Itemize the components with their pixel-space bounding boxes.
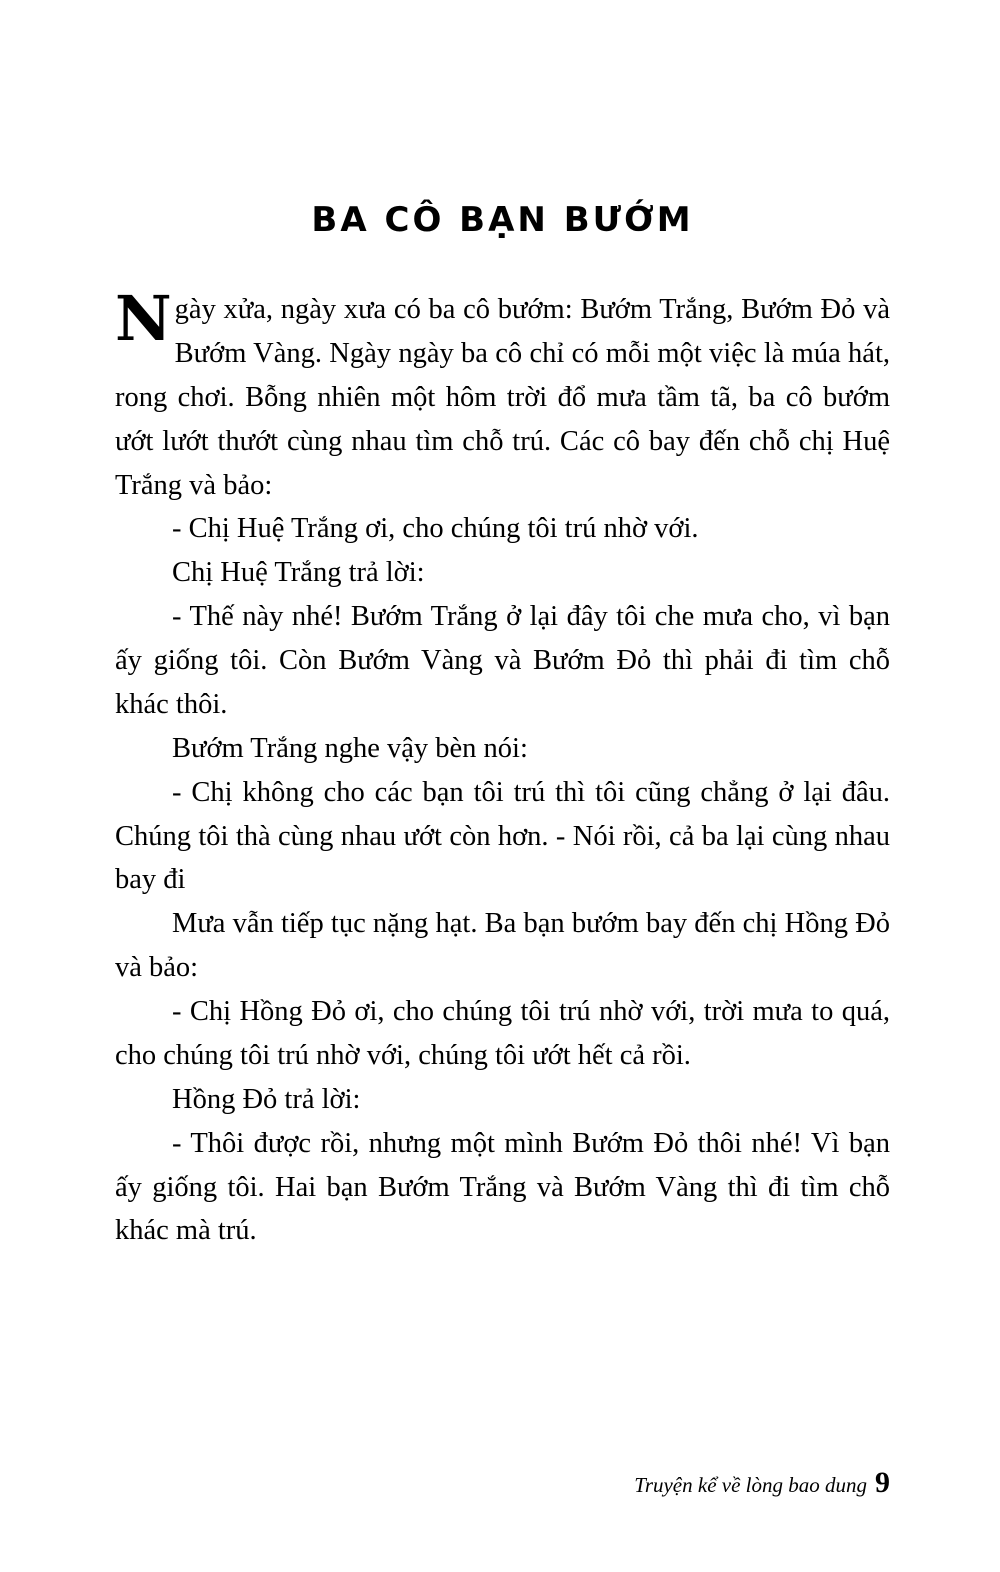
page-footer <box>634 1466 890 1500</box>
drop-cap: N <box>115 282 172 355</box>
paragraph-6: - Chị không cho các bạn tôi trú thì tôi cũng chẳng ở lại đâu. Chúng tôi thà cùng nhau ướt còn hơn. - Nói rồi, cả ba lại cùng nhau bay đi <box>115 776 890 896</box>
paragraph-2: - Chị Huệ Trắng ơi, cho chúng tôi trú nhờ với. <box>172 513 699 545</box>
paragraph-4: - Thế này nhé! Bướm Trắng ở lại đây tôi che mưa cho, vì bạn ấy giống tôi. Còn Bướm Vàng và Bướm Đỏ thì phải đi tìm chỗ khác thôi. <box>115 601 890 720</box>
paragraph-text: gày xửa, ngày xưa có ba cô bướm: Bướm Trắng, Bướm Đỏ và Bướm Vàng. Ngày ngày ba cô chỉ có mỗi một việc là múa hát, rong chơi. Bỗng nhiên một hôm trời đổ mưa tầm tã, ba cô bướm ướt lướt thướt cùng nhau tìm chỗ trú. Các cô bay đến chỗ chị Huệ Trắng và bảo: <box>115 294 890 501</box>
footer-book-title: Truyện kể về lòng bao dung <box>634 1473 867 1497</box>
paragraph-9: Hồng Đỏ trả lời: <box>172 1083 361 1115</box>
paragraph-8: - Chị Hồng Đỏ ơi, cho chúng tôi trú nhờ với, trời mưa to quá, cho chúng tôi trú nhờ với, chúng tôi ướt hết cả rồi. <box>115 996 890 1071</box>
story-body <box>115 282 890 1253</box>
footer-page-number: 9 <box>875 1466 890 1499</box>
paragraph-7: Mưa vẫn tiếp tục nặng hạt. Ba bạn bướm bay đến chị Hồng Đỏ và bảo: <box>115 908 890 984</box>
page-title: BA CÔ BẠN BƯỚM <box>311 200 694 240</box>
paragraph-10: - Thôi được rồi, nhưng một mình Bướm Đỏ thôi nhé! Vì bạn ấy giống tôi. Hai bạn Bướm Trắng và Bướm Vàng thì đi tìm chỗ khác mà trú. <box>115 1127 890 1247</box>
paragraph-1 <box>115 282 890 507</box>
paragraph-3: Chị Huệ Trắng trả lời: <box>172 557 425 589</box>
paragraph-5: Bướm Trắng nghe vậy bèn nói: <box>172 732 528 764</box>
